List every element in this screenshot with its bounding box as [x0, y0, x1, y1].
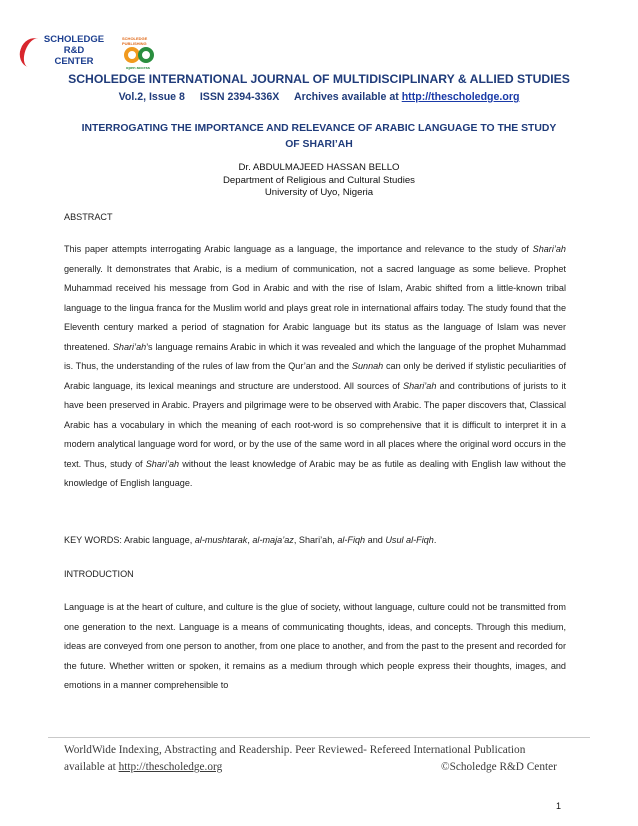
logo-ring-green-icon: [138, 47, 154, 63]
keyword: al-maja’az: [252, 535, 294, 545]
issn: ISSN 2394-336X: [199, 91, 280, 103]
abstract-emphasis: Shari’ah: [403, 380, 437, 391]
scholedge-publishing-logo: [122, 36, 164, 76]
author-university: University of Uyo, Nigeria: [264, 187, 374, 198]
introduction-paragraph: Language is at the heart of culture, and culture is the glue of society, without language, culture could not be transmitted from one generation to the next. Language is a means of communicating thoughts, ideas, and concepts. Through this medium, ideas are conveyed from one person to another, from one place to another, and from the past to the present and recorded for the future. Whether written or spoken, it remains as a medium through which people express their thoughts, images, and emotions in a manner comprehensible to: [64, 602, 566, 690]
logo-text: [38, 34, 110, 67]
keyword: Usul al-Fiqh: [385, 535, 434, 545]
abstract-text: generally. It demonstrates that Arabic, is a medium of communication, not a sacred language as some believe. Prophet Muhammad received his message from God in Arabic and with the rise of Islam, Arabic shifted from a little-known tribal language to the lingua franca for the Muslim world and plays great role in international affairs today. The study found that the Eleventh century marked a period of stagnation for Arabic language but its status as the language of Islam was never threatened.: [64, 263, 566, 352]
keyword: al-Fiqh: [337, 535, 366, 545]
publishing-logo-top-text: SCHOLEDGE PUBLISHING: [122, 36, 148, 46]
logo-line-2: R&D: [63, 45, 85, 56]
footer-indexing-line: WorldWide Indexing, Abstracting and Readership. Peer Reviewed- Refereed International Publication: [64, 744, 526, 756]
logo-line-3: CENTER: [54, 56, 94, 67]
archives-link[interactable]: http://thescholedge.org: [401, 91, 520, 103]
footer-copyright: ©Scholedge R&D Center: [441, 761, 557, 773]
introduction-heading: INTRODUCTION: [64, 569, 134, 579]
author-department: Department of Religious and Cultural Studies: [223, 174, 415, 186]
footer-divider: [48, 737, 590, 738]
abstract-text: and contributions of jurists to it have been preserved in Arabic. Prayers and pilgrimage were to be observed with Arabic. The paper discovers that, Classical Arabic has a vocabulary in which the meaning of each root-word is so comprehensive that it is difficult to interpret it in a modern analytical language word for word, or by the use of the same word in all places where the original word occurs in the text. Thus, study of: [64, 380, 567, 469]
footer-available-label: available at: [64, 761, 119, 773]
abstract-text: ’s language remains Arabic in which it was revealed and which the language of the prophet Muhammad is. Thus, the understanding of the rules of law from the Qur’an and the: [64, 341, 566, 371]
author-name: Dr. ABDULMAJEED HASSAN BELLO: [238, 162, 400, 173]
archives-label: Archives available at: [293, 91, 402, 103]
keyword-separator: ,: [247, 535, 253, 545]
page-number: 1: [556, 801, 562, 811]
keyword: al-mushtarak: [194, 535, 248, 545]
abstract-text: This paper attempts interrogating Arabic language as a language, the importance and relevance to the study of: [64, 244, 533, 254]
logo-line-1: SCHOLEDGE: [43, 34, 105, 45]
author-block: [0, 162, 638, 200]
footer-availability: [64, 761, 222, 773]
abstract-heading: ABSTRACT: [64, 212, 113, 222]
footer-link[interactable]: http://thescholedge.org: [118, 761, 223, 773]
publishing-logo-bottom-text: open access: [126, 65, 151, 70]
keywords-label: KEY WORDS: Arabic language,: [64, 535, 195, 545]
abstract-text: without the least knowledge of Arabic may be as futile as dealing with English law without the knowledge of English language.: [64, 458, 566, 488]
journal-issue-line: [0, 91, 638, 103]
abstract-text: can only be derived if stylistic peculiarities of Arabic language, its lexical meanings and structure are understood. All sources of: [64, 361, 566, 391]
abstract-emphasis: Shari’ah: [112, 341, 147, 352]
abstract-emphasis: Sunnah: [351, 361, 384, 371]
volume-issue: Vol.2, Issue 8: [118, 91, 185, 103]
keyword-separator: .: [433, 535, 437, 545]
keyword-separator: , Shari’ah,: [293, 535, 338, 545]
article-title: INTERROGATING THE IMPORTANCE AND RELEVANCE OF ARABIC LANGUAGE TO THE STUDY OF SHARI’AH: [81, 123, 557, 150]
journal-title: SCHOLEDGE INTERNATIONAL JOURNAL OF MULTIDISCIPLINARY & ALLIED STUDIES: [68, 72, 570, 86]
abstract-emphasis: Shari’ah: [145, 458, 180, 469]
abstract-emphasis: Shari’ah: [532, 244, 566, 254]
keyword-separator: and: [365, 535, 386, 545]
keywords-line: [64, 535, 566, 545]
abstract-paragraph: [64, 240, 566, 494]
scholedge-rd-logo: [16, 34, 116, 74]
